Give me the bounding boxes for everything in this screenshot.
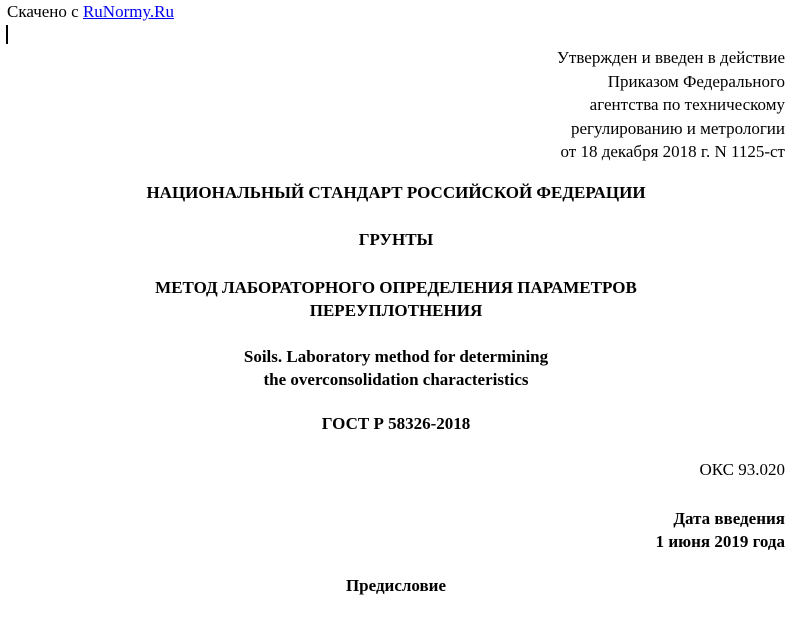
approval-line: Приказом Федерального [607, 71, 785, 91]
date-value: 1 июня 2019 года [655, 532, 785, 551]
approval-line: регулированию и метрологии [570, 118, 785, 138]
standard-header: НАЦИОНАЛЬНЫЙ СТАНДАРТ РОССИЙСКОЙ ФЕДЕРАЦИИ [146, 183, 646, 202]
approval-line: Утвержден и введен в действие [556, 48, 785, 67]
title-en-line: Soils. Laboratory method for determining [243, 347, 549, 366]
standard-title-ru [0, 276, 792, 322]
oks-code: ОКС 93.020 [699, 460, 785, 479]
approval-block [557, 46, 785, 164]
section-preface: Предисловие [345, 576, 447, 595]
title-en-line: the overconsolidation characteristics [263, 370, 529, 389]
title-ru-line: МЕТОД ЛАБОРАТОРНОГО ОПРЕДЕЛЕНИЯ ПАРАМЕТРОВ [155, 278, 637, 297]
title-ru-line: ПЕРЕУПЛОТНЕНИЯ [309, 301, 483, 320]
runormy-link[interactable]: RuNormy.Ru [82, 2, 174, 21]
date-label: Дата введения [673, 509, 785, 528]
standard-subject: ГРУНТЫ [358, 230, 434, 249]
standard-title-en [0, 345, 792, 391]
approval-line: от 18 декабря 2018 г. N 1125-ст [560, 142, 785, 161]
approval-line: агентства по техническому [589, 95, 785, 114]
source-prefix: Скачено с [7, 2, 83, 21]
source-line [7, 2, 174, 22]
standard-code: ГОСТ Р 58326-2018 [321, 414, 471, 433]
introduction-date [656, 507, 785, 553]
text-cursor [6, 25, 8, 44]
